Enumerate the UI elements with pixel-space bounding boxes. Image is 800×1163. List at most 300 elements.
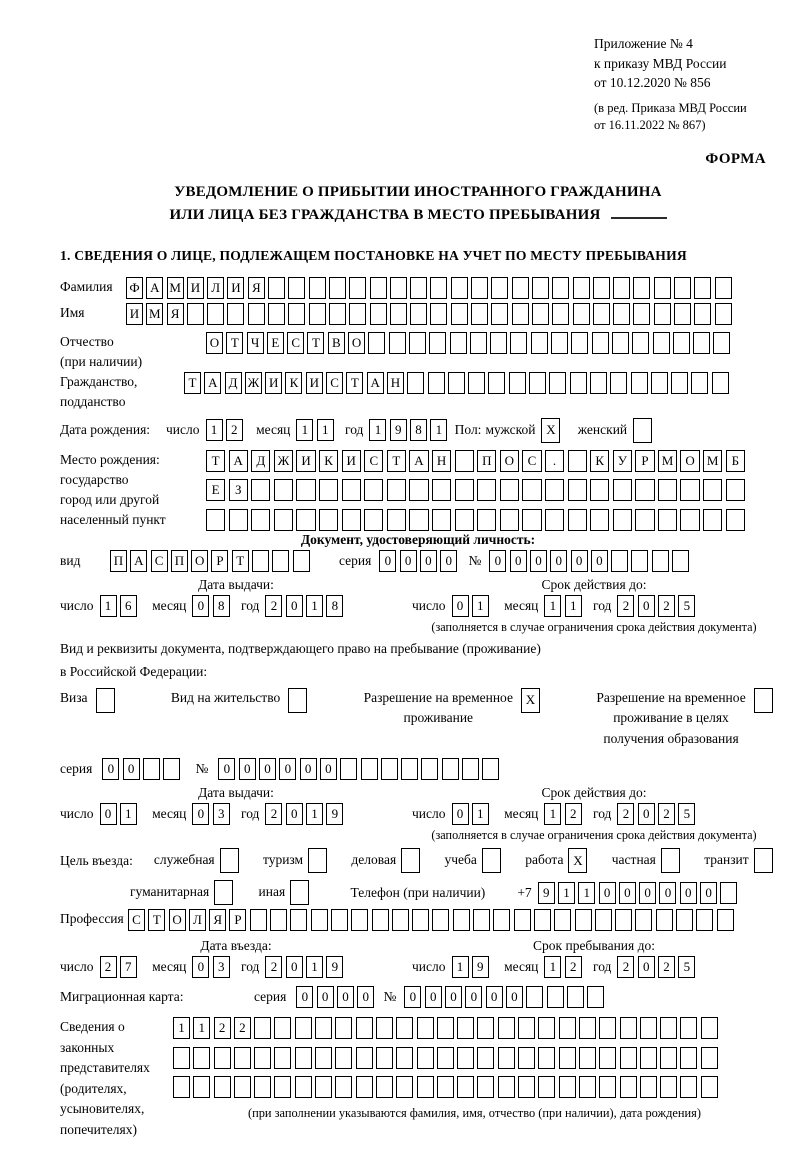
form-cell[interactable]: 0 bbox=[320, 758, 337, 780]
form-cell[interactable]: 0 bbox=[286, 803, 303, 825]
form-cell[interactable]: 5 bbox=[678, 956, 695, 978]
form-cell[interactable]: А bbox=[367, 372, 384, 394]
form-cell[interactable]: П bbox=[477, 450, 496, 472]
form-cell[interactable]: Т bbox=[232, 550, 249, 572]
form-cell[interactable]: Р bbox=[635, 450, 654, 472]
form-cell[interactable] bbox=[658, 479, 677, 501]
form-cell[interactable] bbox=[455, 479, 474, 501]
form-cell[interactable]: 0 bbox=[239, 758, 256, 780]
form-cell[interactable] bbox=[429, 332, 446, 354]
form-cell[interactable] bbox=[477, 1076, 494, 1098]
form-cell[interactable] bbox=[651, 372, 668, 394]
form-cell[interactable]: 1 bbox=[317, 419, 334, 441]
form-cell[interactable] bbox=[268, 277, 285, 299]
form-cell[interactable]: 0 bbox=[102, 758, 119, 780]
form-cell[interactable] bbox=[442, 758, 459, 780]
form-cell[interactable] bbox=[703, 509, 722, 531]
form-cell[interactable]: 9 bbox=[326, 956, 343, 978]
form-cell[interactable]: X bbox=[521, 688, 540, 713]
form-cell[interactable] bbox=[96, 688, 115, 713]
form-cell[interactable] bbox=[250, 909, 267, 931]
form-cell[interactable] bbox=[437, 1047, 454, 1069]
form-cell[interactable]: 0 bbox=[599, 882, 616, 904]
form-cell[interactable]: Ф bbox=[126, 277, 143, 299]
form-cell[interactable] bbox=[409, 509, 428, 531]
form-cell[interactable] bbox=[455, 509, 474, 531]
form-cell[interactable] bbox=[635, 509, 654, 531]
form-cell[interactable] bbox=[252, 550, 269, 572]
form-cell[interactable]: Т bbox=[184, 372, 201, 394]
form-cell[interactable]: 1 bbox=[544, 956, 561, 978]
form-cell[interactable] bbox=[633, 277, 650, 299]
form-cell[interactable]: 0 bbox=[100, 803, 117, 825]
form-cell[interactable] bbox=[309, 303, 326, 325]
form-cell[interactable] bbox=[715, 277, 732, 299]
form-cell[interactable] bbox=[660, 1017, 677, 1039]
form-cell[interactable] bbox=[315, 1017, 332, 1039]
form-cell[interactable]: 0 bbox=[571, 550, 588, 572]
form-cell[interactable] bbox=[432, 509, 451, 531]
form-cell[interactable]: 2 bbox=[658, 956, 675, 978]
form-cell[interactable] bbox=[214, 1047, 231, 1069]
form-cell[interactable]: О bbox=[169, 909, 186, 931]
form-cell[interactable] bbox=[579, 1076, 596, 1098]
form-cell[interactable] bbox=[450, 332, 467, 354]
form-cell[interactable]: С bbox=[326, 372, 343, 394]
form-cell[interactable]: 1 bbox=[578, 882, 595, 904]
form-cell[interactable]: О bbox=[191, 550, 208, 572]
form-cell[interactable]: 0 bbox=[425, 986, 442, 1008]
form-cell[interactable] bbox=[331, 909, 348, 931]
form-cell[interactable] bbox=[712, 372, 729, 394]
form-cell[interactable] bbox=[335, 1076, 352, 1098]
form-cell[interactable]: 3 bbox=[213, 803, 230, 825]
form-cell[interactable] bbox=[351, 909, 368, 931]
form-cell[interactable]: Р bbox=[211, 550, 228, 572]
form-cell[interactable]: Д bbox=[225, 372, 242, 394]
form-cell[interactable] bbox=[417, 1017, 434, 1039]
form-cell[interactable]: 9 bbox=[472, 956, 489, 978]
form-cell[interactable]: X bbox=[568, 848, 587, 873]
form-cell[interactable] bbox=[288, 303, 305, 325]
form-cell[interactable]: 2 bbox=[214, 1017, 231, 1039]
form-cell[interactable] bbox=[701, 1047, 718, 1069]
form-cell[interactable] bbox=[656, 909, 673, 931]
form-cell[interactable]: Н bbox=[432, 450, 451, 472]
form-cell[interactable] bbox=[361, 758, 378, 780]
form-cell[interactable] bbox=[654, 277, 671, 299]
form-cell[interactable] bbox=[673, 332, 690, 354]
form-cell[interactable]: И bbox=[296, 450, 315, 472]
form-cell[interactable] bbox=[471, 303, 488, 325]
form-cell[interactable]: 1 bbox=[565, 595, 582, 617]
form-cell[interactable]: 1 bbox=[100, 595, 117, 617]
form-cell[interactable]: Ж bbox=[245, 372, 262, 394]
form-cell[interactable]: 1 bbox=[430, 419, 447, 441]
form-cell[interactable]: 3 bbox=[213, 956, 230, 978]
form-cell[interactable] bbox=[254, 1047, 271, 1069]
form-cell[interactable]: Е bbox=[267, 332, 284, 354]
form-cell[interactable] bbox=[387, 509, 406, 531]
form-cell[interactable]: 0 bbox=[192, 803, 209, 825]
form-cell[interactable]: 2 bbox=[265, 595, 282, 617]
form-cell[interactable] bbox=[518, 1047, 535, 1069]
form-cell[interactable]: Т bbox=[148, 909, 165, 931]
form-cell[interactable] bbox=[311, 909, 328, 931]
form-cell[interactable] bbox=[633, 303, 650, 325]
form-cell[interactable]: 2 bbox=[617, 956, 634, 978]
form-cell[interactable] bbox=[335, 1017, 352, 1039]
form-cell[interactable]: А bbox=[204, 372, 221, 394]
form-cell[interactable] bbox=[653, 332, 670, 354]
form-cell[interactable]: О bbox=[680, 450, 699, 472]
form-cell[interactable] bbox=[518, 1017, 535, 1039]
form-cell[interactable]: 2 bbox=[658, 595, 675, 617]
form-cell[interactable] bbox=[308, 848, 327, 873]
form-cell[interactable] bbox=[295, 1017, 312, 1039]
form-cell[interactable]: 0 bbox=[317, 986, 334, 1008]
form-cell[interactable]: И bbox=[126, 303, 143, 325]
form-cell[interactable] bbox=[349, 303, 366, 325]
form-cell[interactable] bbox=[290, 909, 307, 931]
form-cell[interactable]: 1 bbox=[306, 803, 323, 825]
form-cell[interactable] bbox=[694, 277, 711, 299]
form-cell[interactable] bbox=[387, 479, 406, 501]
form-cell[interactable] bbox=[635, 909, 652, 931]
form-cell[interactable]: . bbox=[545, 450, 564, 472]
form-cell[interactable] bbox=[296, 509, 315, 531]
form-cell[interactable] bbox=[640, 1017, 657, 1039]
form-cell[interactable] bbox=[274, 1076, 291, 1098]
form-cell[interactable] bbox=[274, 509, 293, 531]
form-cell[interactable]: С bbox=[364, 450, 383, 472]
form-cell[interactable] bbox=[554, 909, 571, 931]
form-cell[interactable]: У bbox=[613, 450, 632, 472]
form-cell[interactable] bbox=[720, 882, 737, 904]
form-cell[interactable]: 0 bbox=[486, 986, 503, 1008]
form-cell[interactable]: 0 bbox=[192, 595, 209, 617]
form-cell[interactable] bbox=[500, 509, 519, 531]
form-cell[interactable]: В bbox=[328, 332, 345, 354]
form-cell[interactable] bbox=[296, 479, 315, 501]
form-cell[interactable] bbox=[428, 372, 445, 394]
form-cell[interactable]: 2 bbox=[265, 956, 282, 978]
form-cell[interactable] bbox=[660, 1076, 677, 1098]
form-cell[interactable] bbox=[477, 1047, 494, 1069]
form-cell[interactable]: 0 bbox=[337, 986, 354, 1008]
form-cell[interactable]: 5 bbox=[678, 803, 695, 825]
form-cell[interactable] bbox=[498, 1076, 515, 1098]
form-cell[interactable]: 0 bbox=[638, 956, 655, 978]
form-cell[interactable] bbox=[234, 1047, 251, 1069]
form-cell[interactable] bbox=[407, 372, 424, 394]
form-cell[interactable] bbox=[187, 303, 204, 325]
form-cell[interactable] bbox=[401, 758, 418, 780]
form-cell[interactable]: 0 bbox=[506, 986, 523, 1008]
form-cell[interactable] bbox=[599, 1076, 616, 1098]
form-cell[interactable]: П bbox=[171, 550, 188, 572]
form-cell[interactable] bbox=[680, 509, 699, 531]
form-cell[interactable]: 1 bbox=[544, 803, 561, 825]
form-cell[interactable] bbox=[573, 277, 590, 299]
form-cell[interactable] bbox=[612, 332, 629, 354]
form-cell[interactable] bbox=[522, 509, 541, 531]
form-cell[interactable] bbox=[713, 332, 730, 354]
form-cell[interactable] bbox=[674, 277, 691, 299]
form-cell[interactable]: Л bbox=[207, 277, 224, 299]
form-cell[interactable] bbox=[410, 303, 427, 325]
form-cell[interactable]: 8 bbox=[326, 595, 343, 617]
form-cell[interactable] bbox=[701, 1076, 718, 1098]
form-cell[interactable] bbox=[417, 1076, 434, 1098]
form-cell[interactable]: И bbox=[342, 450, 361, 472]
form-cell[interactable]: 0 bbox=[259, 758, 276, 780]
form-cell[interactable]: З bbox=[229, 479, 248, 501]
form-cell[interactable] bbox=[534, 909, 551, 931]
form-cell[interactable]: М bbox=[658, 450, 677, 472]
form-cell[interactable] bbox=[274, 1017, 291, 1039]
form-cell[interactable] bbox=[498, 1017, 515, 1039]
form-cell[interactable] bbox=[309, 277, 326, 299]
form-cell[interactable]: К bbox=[319, 450, 338, 472]
form-cell[interactable] bbox=[559, 1017, 576, 1039]
form-cell[interactable] bbox=[552, 277, 569, 299]
form-cell[interactable] bbox=[632, 332, 649, 354]
form-cell[interactable] bbox=[214, 1076, 231, 1098]
form-cell[interactable] bbox=[567, 986, 584, 1008]
form-cell[interactable] bbox=[482, 848, 501, 873]
form-cell[interactable] bbox=[477, 479, 496, 501]
form-cell[interactable] bbox=[329, 303, 346, 325]
form-cell[interactable]: О bbox=[500, 450, 519, 472]
form-cell[interactable] bbox=[372, 909, 389, 931]
form-cell[interactable] bbox=[518, 1076, 535, 1098]
form-cell[interactable]: 0 bbox=[639, 882, 656, 904]
form-cell[interactable] bbox=[430, 277, 447, 299]
form-cell[interactable] bbox=[370, 303, 387, 325]
form-cell[interactable] bbox=[457, 1076, 474, 1098]
form-cell[interactable] bbox=[529, 372, 546, 394]
form-cell[interactable] bbox=[457, 1047, 474, 1069]
form-cell[interactable]: А bbox=[146, 277, 163, 299]
form-cell[interactable]: 0 bbox=[700, 882, 717, 904]
form-cell[interactable]: И bbox=[227, 277, 244, 299]
form-cell[interactable]: 2 bbox=[617, 803, 634, 825]
form-cell[interactable] bbox=[510, 332, 527, 354]
form-cell[interactable] bbox=[477, 509, 496, 531]
form-cell[interactable]: 0 bbox=[659, 882, 676, 904]
form-cell[interactable] bbox=[451, 303, 468, 325]
form-cell[interactable]: 0 bbox=[123, 758, 140, 780]
form-cell[interactable] bbox=[488, 372, 505, 394]
form-cell[interactable] bbox=[674, 303, 691, 325]
form-cell[interactable]: И bbox=[265, 372, 282, 394]
form-cell[interactable]: 1 bbox=[296, 419, 313, 441]
form-cell[interactable] bbox=[477, 1017, 494, 1039]
form-cell[interactable] bbox=[652, 550, 669, 572]
form-cell[interactable] bbox=[613, 479, 632, 501]
form-cell[interactable]: Я bbox=[209, 909, 226, 931]
form-cell[interactable] bbox=[274, 479, 293, 501]
form-cell[interactable]: О bbox=[206, 332, 223, 354]
form-cell[interactable] bbox=[437, 1076, 454, 1098]
form-cell[interactable] bbox=[590, 479, 609, 501]
form-cell[interactable] bbox=[620, 1076, 637, 1098]
form-cell[interactable] bbox=[579, 1047, 596, 1069]
form-cell[interactable]: И bbox=[187, 277, 204, 299]
form-cell[interactable] bbox=[573, 303, 590, 325]
form-cell[interactable] bbox=[680, 1017, 697, 1039]
form-cell[interactable] bbox=[658, 509, 677, 531]
form-cell[interactable] bbox=[207, 303, 224, 325]
form-cell[interactable] bbox=[726, 509, 745, 531]
form-cell[interactable] bbox=[559, 1076, 576, 1098]
form-cell[interactable] bbox=[173, 1076, 190, 1098]
form-cell[interactable] bbox=[342, 479, 361, 501]
form-cell[interactable] bbox=[620, 1047, 637, 1069]
form-cell[interactable]: 0 bbox=[420, 550, 437, 572]
form-cell[interactable] bbox=[376, 1017, 393, 1039]
form-cell[interactable] bbox=[491, 303, 508, 325]
form-cell[interactable] bbox=[514, 909, 531, 931]
form-cell[interactable] bbox=[538, 1047, 555, 1069]
form-cell[interactable] bbox=[272, 550, 289, 572]
form-cell[interactable]: А bbox=[229, 450, 248, 472]
form-cell[interactable] bbox=[640, 1076, 657, 1098]
form-cell[interactable] bbox=[368, 332, 385, 354]
form-cell[interactable] bbox=[214, 880, 233, 905]
form-cell[interactable] bbox=[270, 909, 287, 931]
form-cell[interactable] bbox=[509, 372, 526, 394]
form-cell[interactable] bbox=[620, 1017, 637, 1039]
form-cell[interactable] bbox=[430, 303, 447, 325]
form-cell[interactable] bbox=[193, 1047, 210, 1069]
form-cell[interactable] bbox=[538, 1017, 555, 1039]
form-cell[interactable] bbox=[432, 909, 449, 931]
form-cell[interactable] bbox=[376, 1076, 393, 1098]
form-cell[interactable] bbox=[568, 450, 587, 472]
form-cell[interactable]: 8 bbox=[213, 595, 230, 617]
form-cell[interactable]: 0 bbox=[286, 595, 303, 617]
form-cell[interactable]: 1 bbox=[206, 419, 223, 441]
form-cell[interactable] bbox=[349, 277, 366, 299]
form-cell[interactable] bbox=[613, 509, 632, 531]
form-cell[interactable] bbox=[754, 848, 773, 873]
form-cell[interactable] bbox=[599, 1017, 616, 1039]
form-cell[interactable]: 1 bbox=[120, 803, 137, 825]
form-cell[interactable]: 2 bbox=[265, 803, 282, 825]
form-cell[interactable] bbox=[220, 848, 239, 873]
form-cell[interactable] bbox=[660, 1047, 677, 1069]
form-cell[interactable] bbox=[329, 277, 346, 299]
form-cell[interactable] bbox=[691, 372, 708, 394]
form-cell[interactable] bbox=[410, 277, 427, 299]
form-cell[interactable] bbox=[251, 479, 270, 501]
form-cell[interactable] bbox=[254, 1076, 271, 1098]
form-cell[interactable]: 2 bbox=[617, 595, 634, 617]
form-cell[interactable]: Т bbox=[387, 450, 406, 472]
form-cell[interactable] bbox=[234, 1076, 251, 1098]
form-cell[interactable] bbox=[295, 1076, 312, 1098]
form-cell[interactable]: А bbox=[409, 450, 428, 472]
form-cell[interactable] bbox=[575, 909, 592, 931]
form-cell[interactable] bbox=[227, 303, 244, 325]
form-cell[interactable] bbox=[493, 909, 510, 931]
form-cell[interactable] bbox=[482, 758, 499, 780]
form-cell[interactable]: М bbox=[146, 303, 163, 325]
form-cell[interactable] bbox=[163, 758, 180, 780]
form-cell[interactable] bbox=[595, 909, 612, 931]
form-cell[interactable] bbox=[526, 986, 543, 1008]
form-cell[interactable] bbox=[531, 332, 548, 354]
form-cell[interactable] bbox=[703, 479, 722, 501]
form-cell[interactable]: 2 bbox=[565, 956, 582, 978]
form-cell[interactable] bbox=[552, 303, 569, 325]
form-cell[interactable] bbox=[254, 1017, 271, 1039]
form-cell[interactable] bbox=[615, 909, 632, 931]
form-cell[interactable]: 1 bbox=[558, 882, 575, 904]
form-cell[interactable] bbox=[579, 1017, 596, 1039]
form-cell[interactable] bbox=[364, 479, 383, 501]
form-cell[interactable] bbox=[532, 277, 549, 299]
form-cell[interactable] bbox=[471, 277, 488, 299]
form-cell[interactable] bbox=[512, 303, 529, 325]
form-cell[interactable] bbox=[680, 1047, 697, 1069]
form-cell[interactable] bbox=[396, 1047, 413, 1069]
form-cell[interactable] bbox=[613, 277, 630, 299]
form-cell[interactable] bbox=[356, 1076, 373, 1098]
form-cell[interactable]: Л bbox=[189, 909, 206, 931]
form-cell[interactable] bbox=[640, 1047, 657, 1069]
form-cell[interactable]: 0 bbox=[296, 986, 313, 1008]
form-cell[interactable] bbox=[251, 509, 270, 531]
form-cell[interactable] bbox=[676, 909, 693, 931]
form-cell[interactable] bbox=[462, 758, 479, 780]
form-cell[interactable]: 9 bbox=[390, 419, 407, 441]
form-cell[interactable] bbox=[633, 418, 652, 443]
form-cell[interactable] bbox=[315, 1047, 332, 1069]
form-cell[interactable] bbox=[568, 479, 587, 501]
form-cell[interactable] bbox=[453, 909, 470, 931]
form-cell[interactable] bbox=[193, 1076, 210, 1098]
form-cell[interactable]: 0 bbox=[192, 956, 209, 978]
form-cell[interactable] bbox=[370, 277, 387, 299]
form-cell[interactable]: М bbox=[167, 277, 184, 299]
form-cell[interactable] bbox=[457, 1017, 474, 1039]
form-cell[interactable]: 0 bbox=[300, 758, 317, 780]
form-cell[interactable]: С bbox=[151, 550, 168, 572]
form-cell[interactable]: Т bbox=[206, 450, 225, 472]
form-cell[interactable]: 0 bbox=[619, 882, 636, 904]
form-cell[interactable]: 0 bbox=[357, 986, 374, 1008]
form-cell[interactable] bbox=[551, 332, 568, 354]
form-cell[interactable] bbox=[401, 848, 420, 873]
form-cell[interactable]: 2 bbox=[226, 419, 243, 441]
form-cell[interactable] bbox=[319, 479, 338, 501]
form-cell[interactable] bbox=[293, 550, 310, 572]
form-cell[interactable]: 0 bbox=[638, 595, 655, 617]
form-cell[interactable] bbox=[390, 277, 407, 299]
form-cell[interactable] bbox=[549, 372, 566, 394]
form-cell[interactable]: Б bbox=[726, 450, 745, 472]
form-cell[interactable] bbox=[315, 1076, 332, 1098]
form-cell[interactable] bbox=[611, 550, 628, 572]
form-cell[interactable] bbox=[206, 509, 225, 531]
form-cell[interactable] bbox=[248, 303, 265, 325]
form-cell[interactable] bbox=[432, 479, 451, 501]
form-cell[interactable]: 1 bbox=[472, 803, 489, 825]
form-cell[interactable] bbox=[392, 909, 409, 931]
